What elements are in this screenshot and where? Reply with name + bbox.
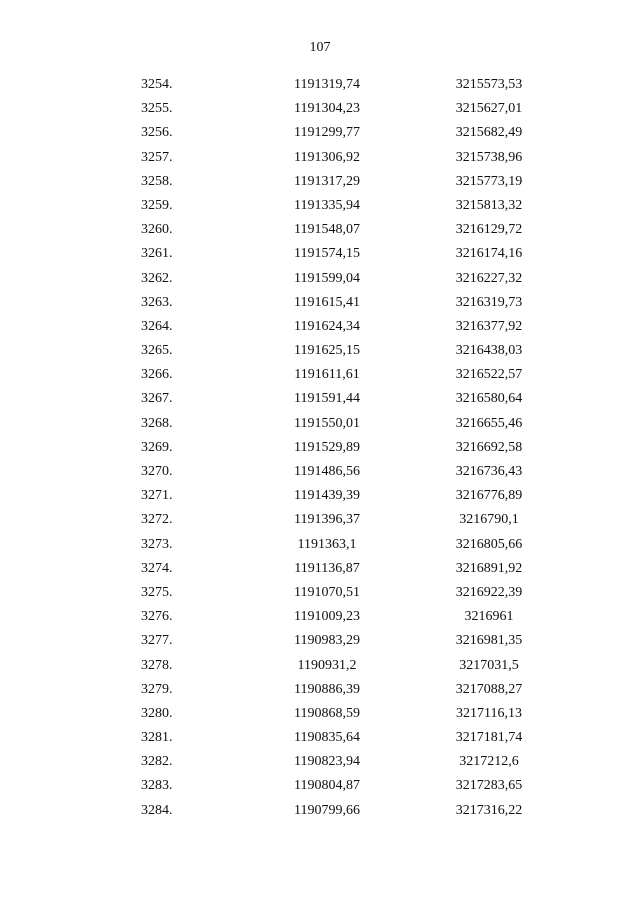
x-coordinate: 1191317,29 <box>294 173 360 189</box>
x-coordinate: 1190868,59 <box>294 705 360 721</box>
table-row <box>0 460 640 484</box>
point-number: 3265. <box>141 343 173 359</box>
x-coordinate: 1191625,15 <box>294 343 360 359</box>
x-coordinate: 1190886,39 <box>294 681 360 697</box>
table-row <box>0 267 640 291</box>
x-coordinate: 1190804,87 <box>294 778 360 794</box>
x-coordinate: 1191591,44 <box>294 391 360 407</box>
y-coordinate: 3215573,53 <box>455 77 523 92</box>
x-coordinate: 1190835,64 <box>294 730 360 746</box>
point-number: 3256. <box>141 125 173 141</box>
table-row <box>0 339 640 363</box>
y-coordinate: 3217088,27 <box>455 681 523 697</box>
point-number: 3264. <box>141 318 173 334</box>
y-coordinate: 3216961 <box>464 609 514 625</box>
table-row <box>0 605 640 629</box>
table-row <box>0 146 640 170</box>
coordinates-table <box>0 73 640 823</box>
y-coordinate: 3216522,57 <box>455 367 523 383</box>
x-coordinate: 1191611,61 <box>294 367 360 383</box>
x-coordinate: 1191363,1 <box>297 536 357 552</box>
table-row <box>0 218 640 242</box>
x-coordinate: 1191335,94 <box>294 197 360 213</box>
x-coordinate: 1190799,66 <box>294 802 360 818</box>
y-coordinate: 3216736,43 <box>455 464 523 479</box>
table-row <box>0 97 640 121</box>
y-coordinate: 3216692,58 <box>455 439 523 455</box>
table-row <box>0 654 640 678</box>
point-number: 3282. <box>141 754 173 770</box>
point-number: 3278. <box>141 657 173 673</box>
y-coordinate: 3216319,73 <box>455 294 523 310</box>
y-coordinate: 3216129,72 <box>455 222 523 238</box>
y-coordinate: 3217181,74 <box>455 730 523 746</box>
point-number: 3270. <box>141 464 173 479</box>
y-coordinate: 3216790,1 <box>459 512 519 528</box>
table-row <box>0 557 640 581</box>
point-number: 3262. <box>141 270 173 286</box>
point-number: 3277. <box>141 633 173 649</box>
point-number: 3268. <box>141 415 173 431</box>
y-coordinate: 3216805,66 <box>455 536 523 552</box>
point-number: 3279. <box>141 681 173 697</box>
y-coordinate: 3217316,22 <box>455 802 523 818</box>
point-number: 3271. <box>141 488 173 504</box>
x-coordinate: 1191615,41 <box>294 294 360 310</box>
x-coordinate: 1191439,39 <box>294 488 360 504</box>
x-coordinate: 1191599,04 <box>294 270 360 286</box>
table-row <box>0 774 640 798</box>
x-coordinate: 1190983,29 <box>294 633 360 649</box>
point-number: 3261. <box>141 246 173 262</box>
y-coordinate: 3216922,39 <box>455 584 523 600</box>
x-coordinate: 1191009,23 <box>294 609 360 625</box>
x-coordinate: 1191136,87 <box>294 560 360 576</box>
point-number: 3259. <box>141 197 173 213</box>
x-coordinate: 1191486,56 <box>294 464 360 479</box>
y-coordinate: 3217031,5 <box>459 657 519 673</box>
point-number: 3258. <box>141 173 173 189</box>
point-number: 3267. <box>141 391 173 407</box>
x-coordinate: 1191304,23 <box>294 101 360 117</box>
table-row <box>0 73 640 97</box>
y-coordinate: 3217283,65 <box>455 778 523 794</box>
table-row <box>0 387 640 411</box>
point-number: 3276. <box>141 609 173 625</box>
point-number: 3274. <box>141 560 173 576</box>
table-row <box>0 194 640 218</box>
x-coordinate: 1191529,89 <box>294 439 360 455</box>
table-row <box>0 750 640 774</box>
table-row <box>0 799 640 823</box>
y-coordinate: 3215627,01 <box>455 101 523 117</box>
point-number: 3255. <box>141 101 173 117</box>
point-number: 3273. <box>141 536 173 552</box>
point-number: 3257. <box>141 149 173 165</box>
table-row <box>0 363 640 387</box>
y-coordinate: 3216580,64 <box>455 391 523 407</box>
y-coordinate: 3215738,96 <box>455 149 523 165</box>
x-coordinate: 1191396,37 <box>294 512 360 528</box>
y-coordinate: 3217212,6 <box>459 754 519 770</box>
y-coordinate: 3215773,19 <box>455 173 523 189</box>
x-coordinate: 1191306,92 <box>294 149 360 165</box>
y-coordinate: 3216655,46 <box>455 415 523 431</box>
table-row <box>0 702 640 726</box>
table-row <box>0 315 640 339</box>
table-row <box>0 484 640 508</box>
table-row <box>0 629 640 653</box>
y-coordinate: 3216227,32 <box>455 270 523 286</box>
x-coordinate: 1190823,94 <box>294 754 360 770</box>
y-coordinate: 3217116,13 <box>456 705 522 721</box>
page-number: 107 <box>309 40 331 55</box>
table-row <box>0 291 640 315</box>
point-number: 3281. <box>141 730 173 746</box>
y-coordinate: 3216377,92 <box>455 318 523 334</box>
x-coordinate: 1191550,01 <box>294 415 360 431</box>
table-row <box>0 121 640 145</box>
point-number: 3275. <box>141 584 173 600</box>
x-coordinate: 1191319,74 <box>294 77 360 92</box>
x-coordinate: 1191548,07 <box>294 222 360 238</box>
point-number: 3254. <box>141 77 173 92</box>
y-coordinate: 3215813,32 <box>455 197 523 213</box>
table-row <box>0 170 640 194</box>
y-coordinate: 3216981,35 <box>455 633 523 649</box>
y-coordinate: 3216174,16 <box>455 246 523 262</box>
y-coordinate: 3216776,89 <box>455 488 523 504</box>
table-row <box>0 436 640 460</box>
table-row <box>0 678 640 702</box>
x-coordinate: 1191574,15 <box>294 246 360 262</box>
y-coordinate: 3215682,49 <box>455 125 523 141</box>
point-number: 3260. <box>141 222 173 238</box>
y-coordinate: 3216891,92 <box>455 560 523 576</box>
point-number: 3269. <box>141 439 173 455</box>
x-coordinate: 1191299,77 <box>294 125 360 141</box>
table-row <box>0 412 640 436</box>
point-number: 3283. <box>141 778 173 794</box>
x-coordinate: 1191070,51 <box>294 584 360 600</box>
x-coordinate: 1190931,2 <box>297 657 357 673</box>
y-coordinate: 3216438,03 <box>455 343 523 359</box>
point-number: 3263. <box>141 294 173 310</box>
point-number: 3266. <box>141 367 173 383</box>
table-row <box>0 581 640 605</box>
x-coordinate: 1191624,34 <box>294 318 360 334</box>
point-number: 3280. <box>141 705 173 721</box>
point-number: 3284. <box>141 802 173 818</box>
table-row <box>0 242 640 266</box>
table-row <box>0 508 640 532</box>
table-row <box>0 533 640 557</box>
point-number: 3272. <box>141 512 173 528</box>
table-row <box>0 726 640 750</box>
